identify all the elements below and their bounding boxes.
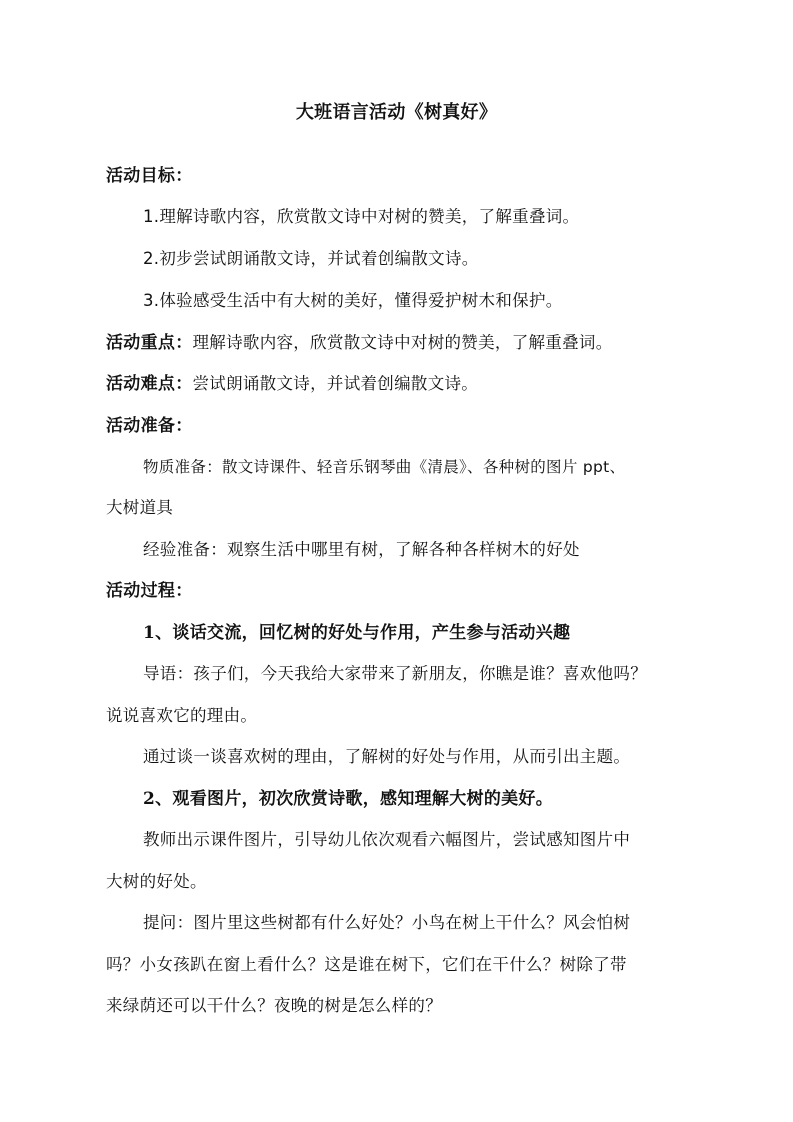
goal-item-1: 1.理解诗歌内容，欣赏散文诗中对树的赞美，了解重叠词。 <box>143 207 580 226</box>
goal-item-2: 2.初步尝试朗诵散文诗，并试着创编散文诗。 <box>143 249 479 268</box>
step1-text: 通过谈一谈喜欢树的理由，了解树的好处与作用，从而引出主题。 <box>143 747 631 766</box>
step1-intro-line-1: 导语：孩子们，今天我给大家带来了新朋友，你瞧是谁？喜欢他吗？ <box>143 664 647 683</box>
step1-intro-line-2: 说说喜欢它的理由。 <box>106 706 258 725</box>
step2-question-line-1: 提问：图片里这些树都有什么好处？小鸟在树上干什么？风会怕树 <box>143 913 631 932</box>
goals-heading: 活动目标： <box>106 166 193 186</box>
difficulty-text: 尝试朗诵散文诗，并试着创编散文诗。 <box>192 374 479 393</box>
step2-text-line-1: 教师出示课件图片，引导幼儿依次观看六幅图片，尝试感知图片中 <box>143 830 631 849</box>
goal-item-3: 3.体验感受生活中有大树的美好，懂得爱护树木和保护。 <box>143 291 563 310</box>
prep-heading: 活动准备： <box>106 416 193 436</box>
difficulty-row <box>106 373 478 395</box>
difficulty-label: 活动难点： <box>106 374 193 394</box>
prep-material-line-1: 物质准备：散文诗课件、轻音乐钢琴曲《清晨》、各种树的图片 ppt、 <box>143 458 626 476</box>
page-title: 大班语言活动《树真好》 <box>295 102 498 123</box>
key-point-label: 活动重点： <box>106 333 193 353</box>
step2-question-line-2: 吗？小女孩趴在窗上看什么？这是谁在树下，它们在干什么？树除了带 <box>106 955 627 974</box>
key-point-text: 理解诗歌内容，欣赏散文诗中对树的赞美，了解重叠词。 <box>192 333 613 352</box>
process-heading: 活动过程： <box>106 581 193 601</box>
step1-heading: 1、谈话交流，回忆树的好处与作用，产生参与活动兴趣 <box>143 623 571 643</box>
step2-heading: 2、观看图片，初次欣赏诗歌，感知理解大树的美好。 <box>143 789 554 809</box>
step2-question-line-3: 来绿荫还可以干什么？夜晚的树是怎么样的？ <box>106 996 442 1015</box>
prep-material-line-2: 大树道具 <box>106 498 174 517</box>
prep-experience: 经验准备：观察生活中哪里有树，了解各种各样树木的好处 <box>143 540 580 559</box>
key-point-row <box>106 332 613 354</box>
step2-text-line-2: 大树的好处。 <box>106 872 207 891</box>
